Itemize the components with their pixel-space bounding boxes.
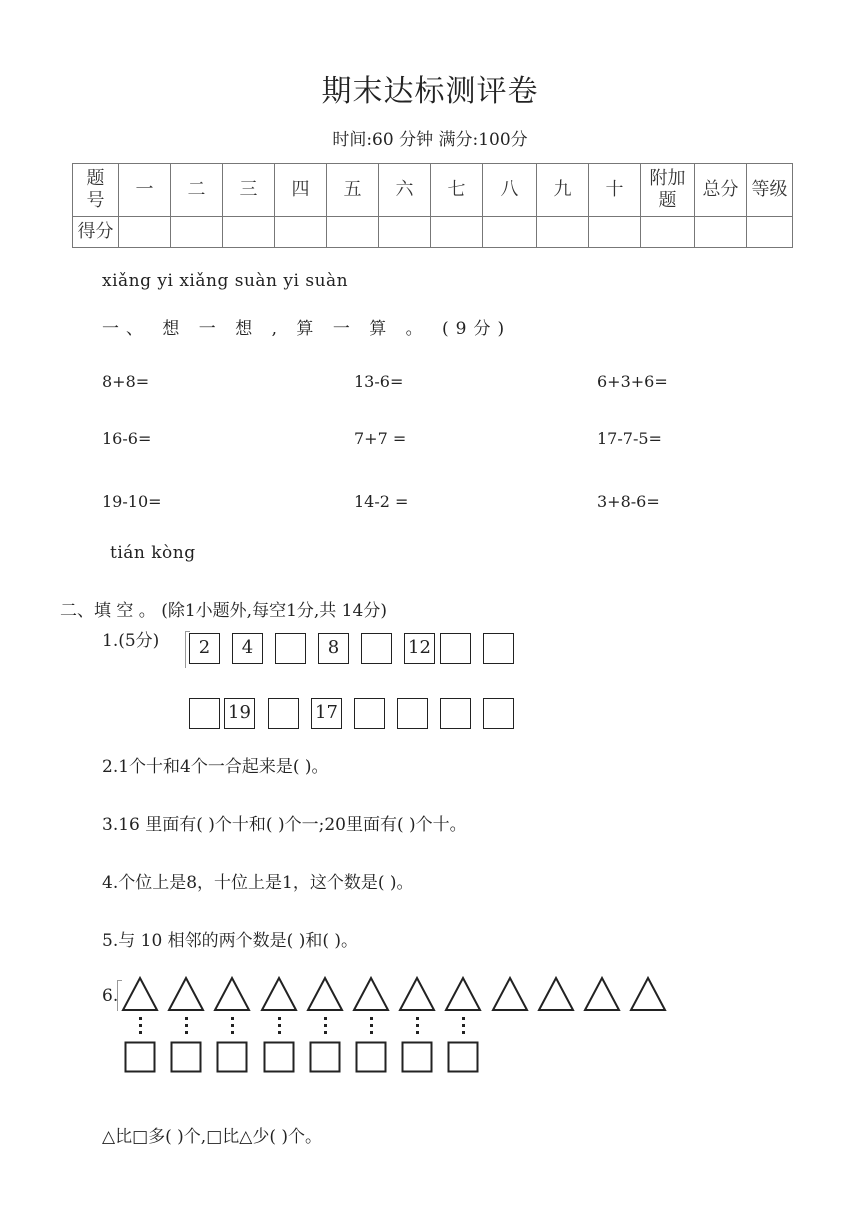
- connector-dots: [462, 1017, 466, 1038]
- connector-dots: [231, 1017, 235, 1038]
- header-cell: 五: [327, 164, 379, 217]
- score-cell[interactable]: [171, 217, 223, 248]
- equation: 8+8=: [102, 372, 150, 391]
- equation: 13-6=: [354, 372, 404, 391]
- header-cell: 八: [483, 164, 537, 217]
- score-table-score-row: [73, 217, 793, 248]
- score-cell[interactable]: [223, 217, 275, 248]
- square-icon: [124, 1041, 156, 1073]
- question-4: 4.个位上是8，十位上是1，这个数是( )。: [102, 873, 414, 893]
- question-6-label: 6.: [102, 986, 119, 1006]
- connector-dots: [139, 1017, 143, 1038]
- answer-box[interactable]: [268, 698, 299, 729]
- square-icon: [309, 1041, 341, 1073]
- section1-heading: 一、 想 一 想 , 算 一 算 。 (9分): [102, 319, 512, 339]
- triangle-icon: [121, 976, 159, 1012]
- number-box: 12: [404, 633, 435, 664]
- question-5: 5.与 10 相邻的两个数是( )和( )。: [102, 931, 358, 951]
- triangle-icon: [537, 976, 575, 1012]
- triangle-icon: [444, 976, 482, 1012]
- score-cell[interactable]: [695, 217, 747, 248]
- question-3: 3.16 里面有( )个十和( )个一;20里面有( )个十。: [102, 815, 467, 835]
- number-box: 2: [189, 633, 220, 664]
- triangle-icon: [583, 976, 621, 1012]
- answer-box[interactable]: [189, 698, 220, 729]
- equation: 7+7 =: [354, 429, 407, 448]
- triangle-icon: [629, 976, 667, 1012]
- header-cell: 三: [223, 164, 275, 217]
- equation: 16-6=: [102, 429, 152, 448]
- question-1-label: 1.(5分): [102, 631, 160, 651]
- square-icon: [263, 1041, 295, 1073]
- answer-box[interactable]: [440, 633, 471, 664]
- header-label: 题 号: [86, 168, 105, 211]
- triangle-icon: [213, 976, 251, 1012]
- square-icon: [355, 1041, 387, 1073]
- header-cell: [73, 164, 119, 217]
- answer-box[interactable]: [483, 633, 514, 664]
- header-cell: 六: [379, 164, 431, 217]
- triangle-icon: [398, 976, 436, 1012]
- equation: 14-2 =: [354, 492, 409, 511]
- page-title: 期末达标测评卷: [321, 74, 539, 109]
- number-box: 8: [318, 633, 349, 664]
- connector-dots: [278, 1017, 282, 1038]
- number-box: 19: [224, 698, 255, 729]
- triangle-icon: [167, 976, 205, 1012]
- score-cell[interactable]: [275, 217, 327, 248]
- score-cell[interactable]: [327, 217, 379, 248]
- equation: 3+8-6=: [597, 492, 660, 511]
- header-cell: 等级: [747, 164, 793, 217]
- header-cell: 一: [119, 164, 171, 217]
- triangle-icon: [352, 976, 390, 1012]
- header-cell: [641, 164, 695, 217]
- answer-box[interactable]: [440, 698, 471, 729]
- equation: 19-10=: [102, 492, 162, 511]
- score-cell[interactable]: [537, 217, 589, 248]
- exam-info: 时间:60 分钟 满分:100分: [332, 130, 528, 150]
- number-box: 4: [232, 633, 263, 664]
- header-cell: 九: [537, 164, 589, 217]
- connector-dots: [324, 1017, 328, 1038]
- score-table: [72, 163, 793, 248]
- triangle-icon: [306, 976, 344, 1012]
- answer-box[interactable]: [275, 633, 306, 664]
- section2-heading: 二、填 空 。 (除1小题外,每空1分,共 14分): [60, 601, 387, 621]
- score-row-label: 得分: [73, 217, 119, 248]
- square-icon: [447, 1041, 479, 1073]
- triangle-icon: [260, 976, 298, 1012]
- answer-box[interactable]: [354, 698, 385, 729]
- answer-box[interactable]: [483, 698, 514, 729]
- header-cell: 二: [171, 164, 223, 217]
- header-cell: 十: [589, 164, 641, 217]
- answer-box[interactable]: [361, 633, 392, 664]
- score-cell[interactable]: [431, 217, 483, 248]
- score-table-header-row: [73, 164, 793, 217]
- header-cell: 七: [431, 164, 483, 217]
- question-6-answer: △比□多( )个,□比△少( )个。: [102, 1127, 323, 1147]
- header-cell: 四: [275, 164, 327, 217]
- score-cell[interactable]: [589, 217, 641, 248]
- score-cell[interactable]: [119, 217, 171, 248]
- section1-pinyin: xiǎng yi xiǎng suàn yi suàn: [102, 271, 349, 291]
- equation: 6+3+6=: [597, 372, 668, 391]
- question-2: 2.1个十和4个一合起来是( )。: [102, 757, 329, 777]
- equation: 17-7-5=: [597, 429, 662, 448]
- header-cell: 总分: [695, 164, 747, 217]
- square-icon: [216, 1041, 248, 1073]
- connector-dots: [416, 1017, 420, 1038]
- header-label: 附加 题: [649, 168, 686, 211]
- square-icon: [401, 1041, 433, 1073]
- score-cell[interactable]: [747, 217, 793, 248]
- connector-dots: [185, 1017, 189, 1038]
- triangle-icon: [491, 976, 529, 1012]
- score-cell[interactable]: [641, 217, 695, 248]
- number-box: 17: [311, 698, 342, 729]
- section2-pinyin: tián kòng: [110, 543, 196, 563]
- connector-dots: [370, 1017, 374, 1038]
- square-icon: [170, 1041, 202, 1073]
- score-cell[interactable]: [483, 217, 537, 248]
- answer-box[interactable]: [397, 698, 428, 729]
- score-cell[interactable]: [379, 217, 431, 248]
